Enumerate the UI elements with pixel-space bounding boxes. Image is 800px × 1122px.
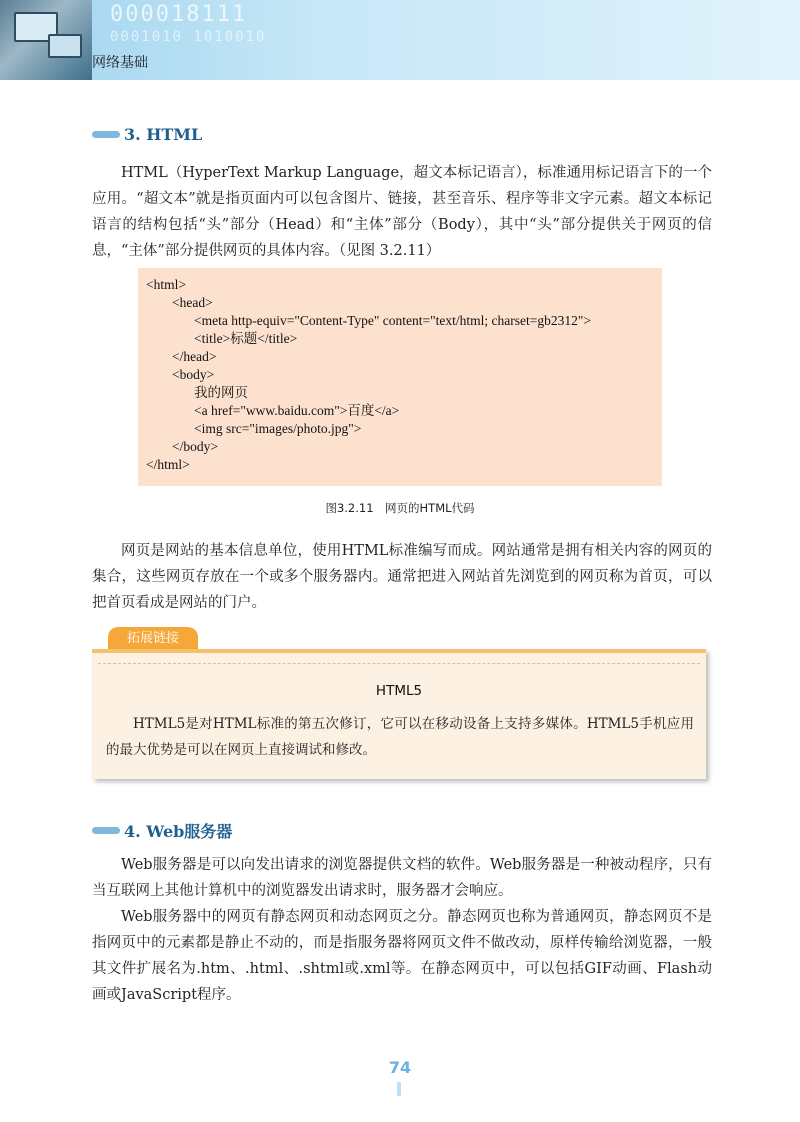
section-heading — [92, 820, 232, 840]
chapter-title: 网络基础 — [92, 55, 148, 71]
binary-text: 000018111 — [110, 2, 248, 27]
code-block — [138, 268, 662, 486]
figure-caption: 图3.2.11 网页的HTML代码 — [325, 501, 475, 515]
device-screen-icon — [48, 34, 82, 58]
code-line: </head> — [172, 349, 217, 364]
paragraph: Web服务器是可以向发出请求的浏览器提供文档的软件。Web服务器是一种被动程序，只有当互联网上其他计算机中的浏览器发出请求时，服务器才会响应。 — [92, 857, 712, 899]
paragraph: 网页是网站的基本信息单位，使用HTML标准编写而成。网站通常是拥有相关内容的网页的集合，这些网页存放在一个或多个服务器内。通常把进入网站首先浏览到的网页称为首页，可以把首页看成是网站的门户。 — [92, 543, 712, 611]
code-line: <head> — [172, 295, 213, 310]
dashed-divider — [98, 663, 700, 664]
code-line: </body> — [172, 439, 218, 454]
extension-text: HTML5是对HTML标准的第五次修订，它可以在移动设备上支持多媒体。HTML5手机应用的最大优势是可以在网页上直接调试和修改。 — [106, 716, 694, 758]
section-title: 4. Web服务器 — [124, 821, 233, 841]
extension-tab-label: 拓展链接 — [108, 627, 198, 651]
heading-bar-icon — [92, 131, 120, 138]
code-line: <a href="www.baidu.com">百度</a> — [194, 403, 400, 418]
code-line: </html> — [146, 457, 190, 472]
code-line: <meta http-equiv="Content-Type" content="text/html; charset=gb2312"> — [194, 313, 591, 328]
code-line: 我的网页 — [194, 385, 248, 400]
code-line: <html> — [146, 277, 186, 292]
code-line: <img src="images/photo.jpg"> — [194, 421, 362, 436]
code-line: <title>标题</title> — [194, 331, 298, 346]
extension-box — [92, 649, 706, 779]
extension-title: HTML5 — [375, 683, 423, 699]
page-tick-decoration — [397, 1082, 401, 1096]
paragraph: HTML（HyperText Markup Language，超文本标记语言），标准通用标记语言下的一个应用。“超文本”就是指页面内可以包含图片、链接，甚至音乐、程序等非文字元素。超文本标记语言的结构包括“头”部分（Head）和“主体”部分（Body），其中“头”部分提供关于网页的信息，“主体”部分提供网页的具体内容。（见图 3.2.11） — [92, 165, 712, 259]
section-heading — [92, 124, 202, 144]
binary-text: 0001010 1010010 — [110, 29, 267, 45]
code-line: <body> — [172, 367, 215, 382]
page-header — [0, 0, 800, 80]
page-number: 74 — [388, 1058, 412, 1077]
heading-bar-icon — [92, 827, 120, 834]
paragraph: Web服务器中的网页有静态网页和动态网页之分。静态网页也称为普通网页，静态网页不是指网页中的元素都是静止不动的，而是指服务器将网页文件不做改动，原样传输给浏览器，一般其文件扩展名为.htm、.html、.shtml或.xml等。在静态网页中，可以包括GIF动画、Flash动画或JavaScript程序。 — [92, 909, 712, 1003]
header-photo — [0, 0, 92, 80]
section-title: 3. HTML — [124, 124, 203, 144]
